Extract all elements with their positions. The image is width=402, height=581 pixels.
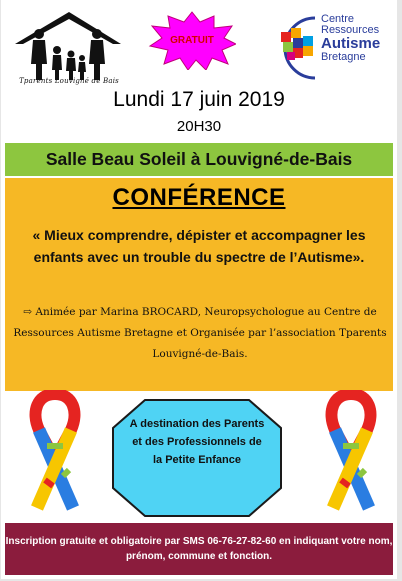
- organizer-logo-caption: Tparents Louvigné de Bais: [19, 77, 119, 85]
- free-badge-label: GRATUIT: [170, 34, 214, 46]
- cra-logo-line1: Centre: [321, 13, 355, 25]
- puzzle-ribbon-icon: [23, 390, 87, 514]
- event-time: 20H30: [176, 118, 222, 135]
- event-date: Lundi 17 juin 2019: [113, 88, 285, 111]
- cra-bretagne-logo-text: [321, 14, 397, 63]
- conference-speaker-info: ⇨ Animée par Marina BROCARD, Neuropsychologue au Centre de Ressources Autisme Bretagne et Organisée par l’association Tparents Louvigné-de-Bais.: [13, 306, 387, 360]
- event-venue: Salle Beau Soleil à Louvigné-de-Bais: [5, 143, 393, 176]
- audience-description: A destination des Parents et des Professionnels de la Petite Enfance: [129, 418, 265, 466]
- conference-title: CONFÉRENCE: [112, 184, 286, 211]
- cra-logo-line2: Ressources: [321, 24, 380, 36]
- conference-panel: [5, 178, 393, 391]
- cra-logo-line3: Autisme: [321, 35, 381, 52]
- registration-footer: Inscription gratuite et obligatoire par SMS 06-76-27-82-60 en indiquant votre nom, prénom, commune et fonction.: [5, 523, 393, 575]
- puzzle-ribbon-icon: [319, 390, 383, 514]
- flyer-page: [1, 0, 397, 579]
- conference-topic: « Mieux comprendre, dépister et accompagner les enfants avec un trouble du spectre de l’Autisme».: [32, 227, 366, 265]
- cra-logo-line4: Bretagne: [321, 51, 366, 63]
